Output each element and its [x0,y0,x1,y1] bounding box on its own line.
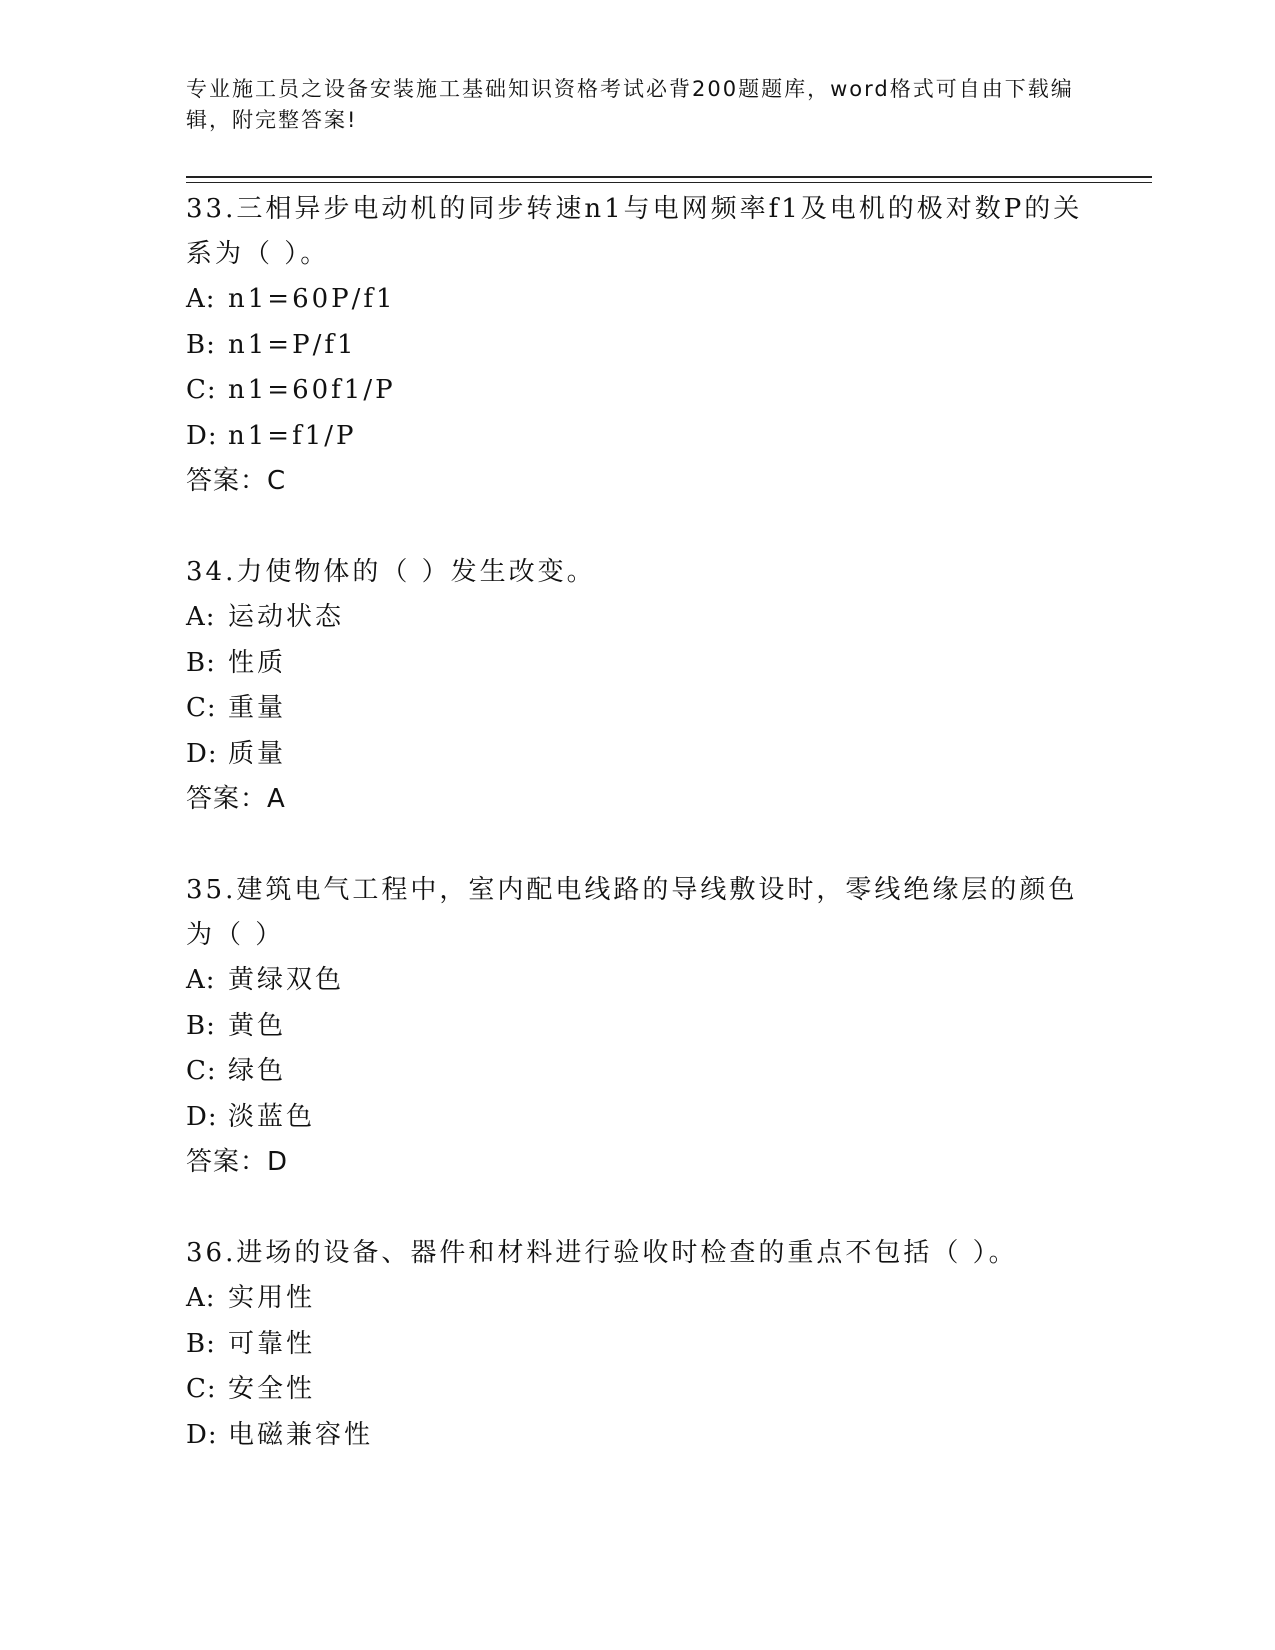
option-text: 运动状态 [228,602,345,632]
option-b [186,1322,1086,1368]
header-rule-thin [186,182,1152,183]
option-text: 安全性 [228,1374,316,1404]
option-a [186,1276,1086,1322]
question-stem: 36.进场的设备、器件和材料进行验收时检查的重点不包括（ ）。 [186,1238,1018,1268]
option-c [186,1367,1086,1413]
option-letter: D: [186,1419,218,1450]
option-letter: D: [186,1101,218,1132]
option-text: 黄色 [228,1010,287,1041]
option-letter: B: [186,1328,216,1359]
option-text: 电磁兼容性 [228,1419,374,1450]
answer-line: 答案：D [186,1147,289,1177]
document-header: 专业施工员之设备安装施工基础知识资格考试必背200题题库，word格式可自由下载编辑，附完整答案! [186,77,1074,132]
option-text: 实用性 [228,1283,316,1313]
option-b [186,641,1086,687]
option-letter: A: [186,284,216,314]
option-letter: A: [186,602,216,632]
option-text: 重量 [228,693,287,723]
question-35 [186,868,1086,1185]
option-a [186,958,1086,1004]
question-36 [186,1231,1086,1458]
question-stem: 33.三相异步电动机的同步转速n1与电网频率f1及电机的极对数P的关系为（ ）。 [186,194,1083,269]
option-letter: B: [186,647,216,678]
option-letter: C: [186,1056,217,1086]
option-text: 质量 [228,738,287,769]
option-text: 可靠性 [228,1328,316,1359]
option-d [186,1413,1086,1459]
option-text: n1=60P/f1 [228,284,396,314]
option-text: n1=P/f1 [228,329,357,360]
option-letter: A: [186,965,216,995]
question-spacer [186,1185,1086,1231]
option-letter: A: [186,1283,216,1313]
option-d [186,1095,1086,1141]
option-letter: C: [186,693,217,723]
option-text: n1=f1/P [228,420,357,451]
option-a [186,277,1086,323]
question-list [186,187,1086,1458]
option-b [186,323,1086,369]
option-text: 淡蓝色 [228,1101,316,1132]
question-spacer [186,504,1086,550]
option-letter: B: [186,329,216,360]
option-text: 黄绿双色 [228,965,345,995]
option-b [186,1004,1086,1050]
question-33 [186,187,1086,504]
question-stem: 34.力使物体的（ ）发生改变。 [186,557,596,587]
question-stem: 35.建筑电气工程中，室内配电线路的导线敷设时，零线绝缘层的颜色为（ ） [186,875,1078,950]
option-d [186,732,1086,778]
option-letter: D: [186,420,218,451]
option-d [186,414,1086,460]
option-letter: C: [186,1374,217,1404]
question-34 [186,550,1086,822]
option-c [186,368,1086,414]
option-c [186,1049,1086,1095]
option-letter: C: [186,375,217,405]
option-a [186,595,1086,641]
option-c [186,686,1086,732]
answer-line: 答案：A [186,784,286,814]
answer-line: 答案：C [186,466,287,496]
option-text: 性质 [228,647,287,678]
option-text: n1=60f1/P [228,375,396,405]
header-rule-thick [186,176,1152,178]
option-letter: D: [186,738,218,769]
option-letter: B: [186,1010,216,1041]
question-spacer [186,822,1086,868]
option-text: 绿色 [228,1056,287,1086]
